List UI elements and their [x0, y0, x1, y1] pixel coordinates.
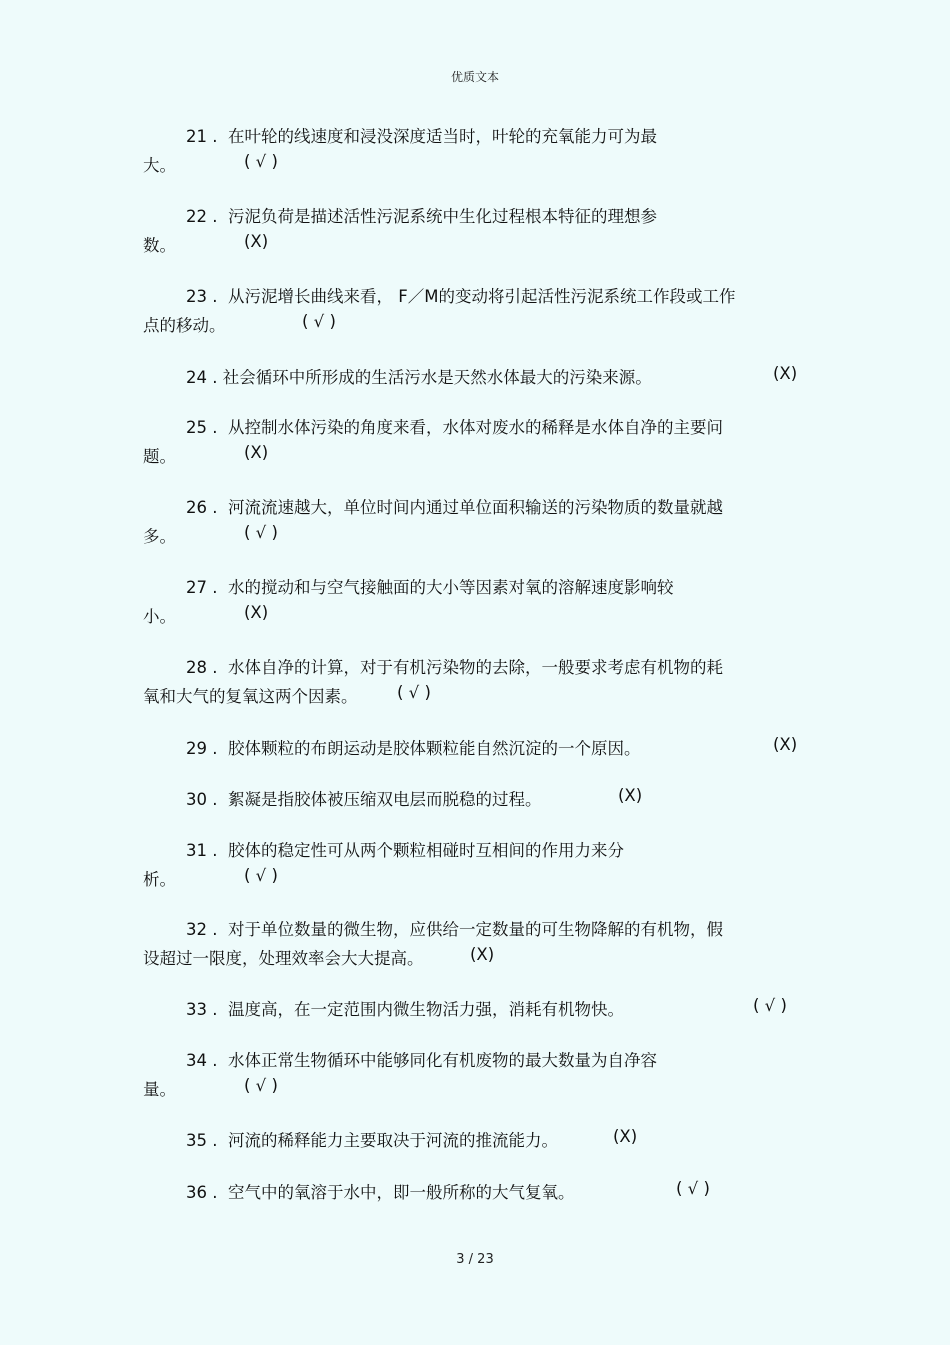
question-number: 29 . [186, 739, 218, 758]
answer-mark: ( √ ) [302, 312, 336, 331]
answer-mark: (X) [244, 443, 269, 462]
question-text-cont: 点的移动。 [143, 316, 226, 335]
question-text: 絮凝是指胶体被压缩双电层而脱稳的过程。 [228, 790, 542, 809]
question-number: 24 . [186, 368, 218, 387]
question-number: 30 . [186, 790, 218, 809]
question-text: 温度高，在一定范围内微生物活力强，消耗有机物快。 [228, 1000, 624, 1019]
question-number: 26 . [186, 498, 218, 517]
question-number: 21 . [186, 127, 218, 146]
page-header: 优质文本 [450, 70, 499, 84]
question-text: 胶体的稳定性可从两个颗粒相碰时互相间的作用力来分 [228, 841, 624, 860]
answer-mark: ( √ ) [244, 866, 278, 885]
question-text-cont: 氧和大气的复氧这两个因素。 [143, 687, 358, 706]
answer-mark: (X) [773, 735, 798, 754]
question-text: 从污泥增长曲线来看， F／M的变动将引起活性污泥系统工作段或工作 [228, 287, 736, 306]
question-text-cont: 数。 [143, 236, 176, 255]
question-text: 从控制水体污染的角度来看，水体对废水的稀释是水体自净的主要问 [228, 418, 723, 437]
question-number: 27 . [186, 578, 218, 597]
question-text: 在叶轮的线速度和浸没深度适当时，叶轮的充氧能力可为最 [228, 127, 657, 146]
answer-mark: (X) [618, 786, 643, 805]
answer-mark: ( √ ) [244, 1076, 278, 1095]
question-text: 河流流速越大，单位时间内通过单位面积输送的污染物质的数量就越 [228, 498, 723, 517]
question-text: 空气中的氧溶于水中，即一般所称的大气复氧。 [228, 1183, 575, 1202]
question-number: 36 . [186, 1183, 218, 1202]
question-text: 污泥负荷是描述活性污泥系统中生化过程根本特征的理想参 [228, 207, 657, 226]
answer-mark: (X) [613, 1127, 638, 1146]
question-number: 31 . [186, 841, 218, 860]
question-text: 水体自净的计算，对于有机污染物的去除，一般要求考虑有机物的耗 [228, 658, 723, 677]
question-text-cont: 设超过一限度，处理效率会大大提高。 [143, 949, 424, 968]
answer-mark: ( √ ) [244, 523, 278, 542]
question-text-cont: 大。 [143, 156, 176, 175]
question-number: 34 . [186, 1051, 218, 1070]
answer-mark: ( √ ) [753, 996, 787, 1015]
answer-mark: ( √ ) [397, 683, 431, 702]
question-number: 28 . [186, 658, 218, 677]
question-text: 河流的稀释能力主要取决于河流的推流能力。 [228, 1131, 558, 1150]
question-text-cont: 小。 [143, 607, 176, 626]
question-number: 32 . [186, 920, 218, 939]
question-number: 25 . [186, 418, 218, 437]
answer-mark: (X) [470, 945, 495, 964]
question-text: 胶体颗粒的布朗运动是胶体颗粒能自然沉淀的一个原因。 [228, 739, 641, 758]
question-text: 社会循环中所形成的生活污水是天然水体最大的污染来源。 [222, 368, 652, 387]
question-number: 22 . [186, 207, 218, 226]
answer-mark: (X) [773, 364, 798, 383]
answer-mark: (X) [244, 603, 269, 622]
question-text: 水体正常生物循环中能够同化有机废物的最大数量为自净容 [228, 1051, 657, 1070]
answer-mark: ( √ ) [676, 1179, 710, 1198]
page-number: 3 / 23 [456, 1252, 494, 1267]
question-number: 23 . [186, 287, 218, 306]
question-text-cont: 量。 [143, 1080, 176, 1099]
question-text-cont: 析。 [143, 870, 176, 889]
question-number: 35 . [186, 1131, 218, 1150]
question-text-cont: 多。 [143, 527, 176, 546]
question-text-cont: 题。 [143, 447, 176, 466]
question-text: 水的搅动和与空气接触面的大小等因素对氧的溶解速度影响较 [228, 578, 674, 597]
question-text: 对于单位数量的微生物，应供给一定数量的可生物降解的有机物，假 [228, 920, 723, 939]
question-number: 33 . [186, 1000, 218, 1019]
answer-mark: (X) [244, 232, 269, 251]
answer-mark: ( √ ) [244, 152, 278, 171]
